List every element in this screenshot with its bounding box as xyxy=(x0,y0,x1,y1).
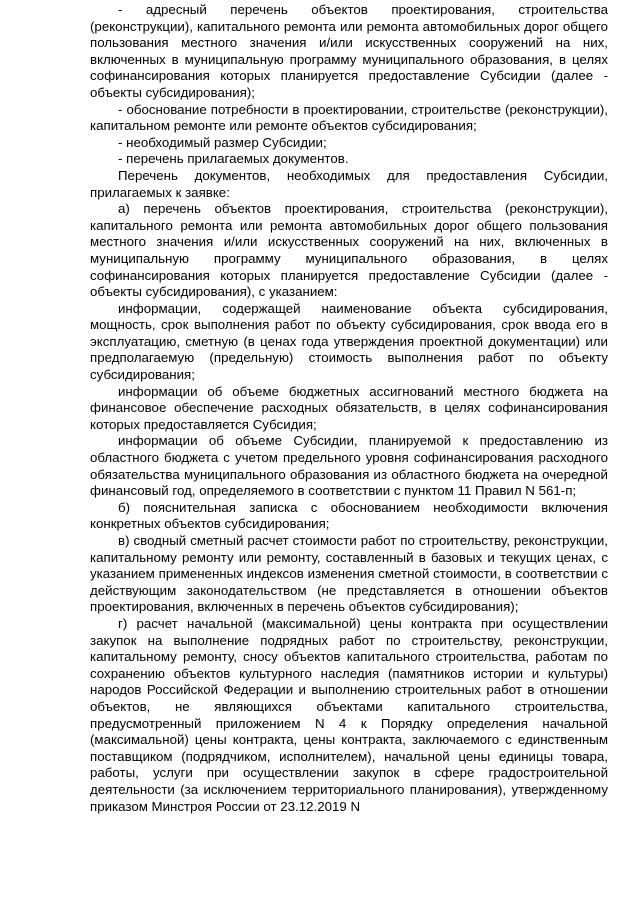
paragraph-justification: - обоснование потребности в проектировании, строительстве (реконструкции), капитальном ремонте или ремонте объектов субсидирования; xyxy=(90,101,608,134)
paragraph-attached-docs: - перечень прилагаемых документов. xyxy=(118,151,349,167)
paragraph-address-list: - адресный перечень объектов проектирования, строительства (реконструкции), капитального ремонта или ремонта автомобильных дорог общего пользования местного значения и/или искусственных сооружений на них, включенных в муниципальную программу муниципального образования, в целях софинансирования которых планируется предоставление Субсидии (далее - объекты субсидирования); xyxy=(90,2,608,100)
paragraph-object-info: информации, содержащей наименование объекта субсидирования, мощность, срок выполнения работ по объекту субсидирования, срок ввода его в эксплуатацию, сметную (в ценах года утверждения проектной документации) или предполагаемую (предельную) стоимость выполнения работ по объекту субсидирования; xyxy=(90,300,608,383)
paragraph-subsidy-volume-info: информации об объеме Субсидии, планируемой к предоставлению из областного бюджета с учетом предельного уровня софинансирования расходного обязательства муниципального образования из областного бюджета на очередной финансовый год, определяемого в соответствии с пунктом 11 Правил N 561-п; xyxy=(90,433,608,499)
paragraph-item-v: в) сводный сметный расчет стоимости работ по строительству, реконструкции, капитальному ремонту или ремонту, составленный в базовых и текущих ценах, с указанием примененных индексов изменения сметной стоимости, в соответствии с действующим законодательством (не представляется в отношении объектов проектирования, включенных в перечень объектов субсидирования); xyxy=(90,533,608,615)
paragraph-subsidy-amount: - необходимый размер Субсидии; xyxy=(118,134,327,150)
paragraph-item-g: г) расчет начальной (максимальной) цены контракта при осуществлении закупок на выполнение подрядных работ по строительству, реконструкции, капитальному ремонту, сносу объектов капитального строительства, работам по сохранению объектов культурного наследия (памятников истории и культуры) народов Российской Федерации и выполнению строительных работ в отношении объектов, не являющихся объектами капитального строительства, предусмотренный приложением N 4 к Порядку определения начальной (максимальной) цены контракта, цены контракта, заключаемого с единственным поставщиком (подрядчиком, исполнителем), начальной цены единицы товара, работы, услуги при осуществлении закупок в сфере градостроительной деятельности (за исключением территориального планирования), утвержденному приказом Минстроя России от 23.12.2019 N xyxy=(90,615,608,814)
paragraph-item-b: б) пояснительная записка с обоснованием необходимости включения конкретных объектов субсидирования; xyxy=(90,499,608,532)
paragraph-item-a: а) перечень объектов проектирования, строительства (реконструкции), капитального ремонта или ремонта автомобильных дорог общего пользования местного значения и/или искусственных сооружений на них, включенных в муниципальную программу муниципального образования, в целях софинансирования которых планируется предоставление Субсидии (далее - объекты субсидирования), с указанием: xyxy=(90,201,608,300)
paragraph-budget-info: информации об объеме бюджетных ассигнований местного бюджета на финансовое обеспечение расходных обязательств, в целях софинансирования которых предоставляется Субсидия; xyxy=(90,383,608,432)
document-page xyxy=(90,2,608,815)
paragraph-document-list-intro: Перечень документов, необходимых для предоставления Субсидии, прилагаемых к заявке: xyxy=(90,167,608,200)
